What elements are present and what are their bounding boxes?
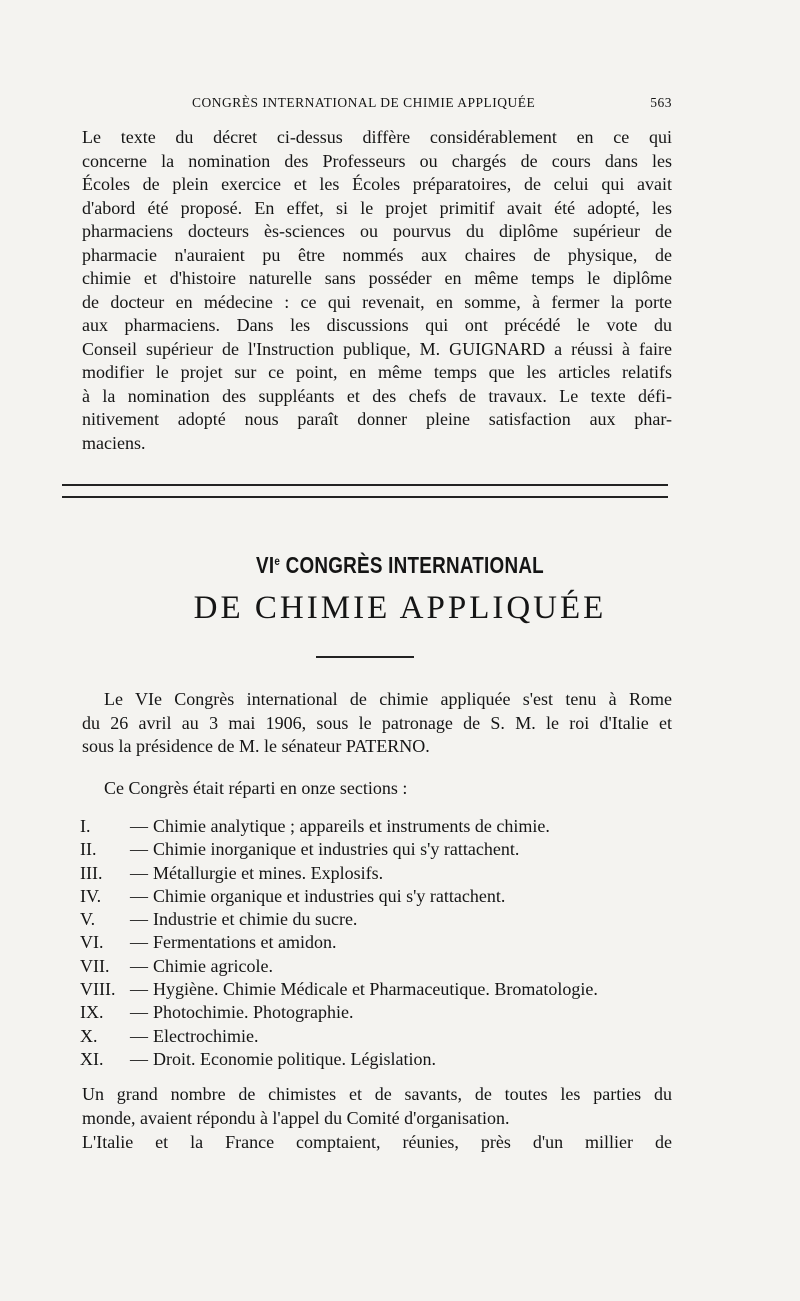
list-item: I. — Chimie analytique ; appareils et instruments de chimie. xyxy=(80,816,550,836)
text-line: Le texte du décret ci-dessus diffère considérablement en ce qui xyxy=(82,127,672,147)
paragraph-congress-intro xyxy=(82,688,672,759)
text-line: d'abord été proposé. En effet, si le projet primitif avait été adopté, les xyxy=(82,197,672,218)
text-line: modifier le projet sur ce point, en même temps que les articles relatifs xyxy=(82,362,672,382)
text-line: chimie et d'histoire naturelle sans posséder en même temps le diplôme xyxy=(82,268,672,288)
list-item: IX. — Photochimie. Photographie. xyxy=(80,1002,354,1023)
heading-superscript: e xyxy=(274,554,281,568)
text-line: du 26 avril au 3 mai 1906, sous le patronage de S. M. le roi d'Italie et xyxy=(82,712,672,733)
heading-roman: VI xyxy=(256,552,275,578)
list-item: II. — Chimie inorganique et industries qui s'y rattachent. xyxy=(80,839,520,860)
list-item: IV. — Chimie organique et industries qui s'y rattachent. xyxy=(80,885,506,906)
text-line: concerne la nomination des Professeurs ou chargés de cours dans les xyxy=(82,150,672,171)
section-divider xyxy=(62,484,668,498)
text-line: Un grand nombre de chimistes et de savants, de toutes les parties du xyxy=(82,1084,672,1104)
text-line: de docteur en médecine : ce qui revenait, en somme, à fermer la porte xyxy=(82,291,672,312)
section-heading-line1 xyxy=(72,552,728,579)
list-item: X. — Electrochimie. xyxy=(80,1025,259,1046)
heading-text: CONGRÈS INTERNATIONAL xyxy=(280,552,544,578)
heading-underline-rule xyxy=(316,656,414,658)
page-number: 563 xyxy=(650,95,672,110)
text-line: L'Italie et la France comptaient, réunies, près d'un millier de xyxy=(82,1132,672,1152)
text-line: sous la présidence de M. le sénateur PATERNO. xyxy=(82,736,430,756)
text-line: monde, avaient répondu à l'appel du Comité d'organisation. xyxy=(82,1107,510,1128)
paragraph-sections-intro xyxy=(82,777,672,801)
text-line: maciens. xyxy=(82,432,146,453)
text-line: pharmaciens docteurs ès-sciences ou pourvus du diplôme supérieur de xyxy=(82,221,672,241)
text-line: Écoles de plein exercice et les Écoles préparatoires, de celui qui avait xyxy=(82,174,672,194)
list-item: XI. — Droit. Economie politique. Législation. xyxy=(80,1048,436,1069)
list-item: VIII. — Hygiène. Chimie Médicale et Pharmaceutique. Bromatologie. xyxy=(80,979,598,1000)
list-item: III. — Métallurgie et mines. Explosifs. xyxy=(80,862,384,883)
text-line: aux pharmaciens. Dans les discussions qui ont précédé le vote du xyxy=(82,315,672,335)
text-line: pharmacie n'auraient pu être nommés aux chaires de physique, de xyxy=(82,244,672,265)
text-line: nitivement adopté nous paraît donner pleine satisfaction aux phar- xyxy=(82,409,672,429)
list-item: VII. — Chimie agricole. xyxy=(80,955,273,976)
text-line: Conseil supérieur de l'Instruction publique, M. GUIGNARD a réussi à faire xyxy=(82,338,672,359)
paragraph-decree-commentary xyxy=(82,126,672,455)
paragraph-participants xyxy=(82,1083,672,1130)
text-line: Le VIe Congrès international de chimie appliquée s'est tenu à Rome xyxy=(104,689,672,709)
running-head-title: CONGRÈS INTERNATIONAL DE CHIMIE APPLIQUÉE xyxy=(192,95,536,110)
paragraph-italy-france xyxy=(82,1131,672,1155)
text-line: à la nomination des suppléants et des chefs de travaux. Le texte défi- xyxy=(82,385,672,406)
list-item: VI. — Fermentations et amidon. xyxy=(80,932,337,953)
list-item: V. — Industrie et chimie du sucre. xyxy=(80,909,358,930)
text-line: Ce Congrès était réparti en onze sections : xyxy=(104,778,408,798)
section-heading-line2: DE CHIMIE APPLIQUÉE xyxy=(193,590,607,626)
sections-list xyxy=(80,815,680,1071)
